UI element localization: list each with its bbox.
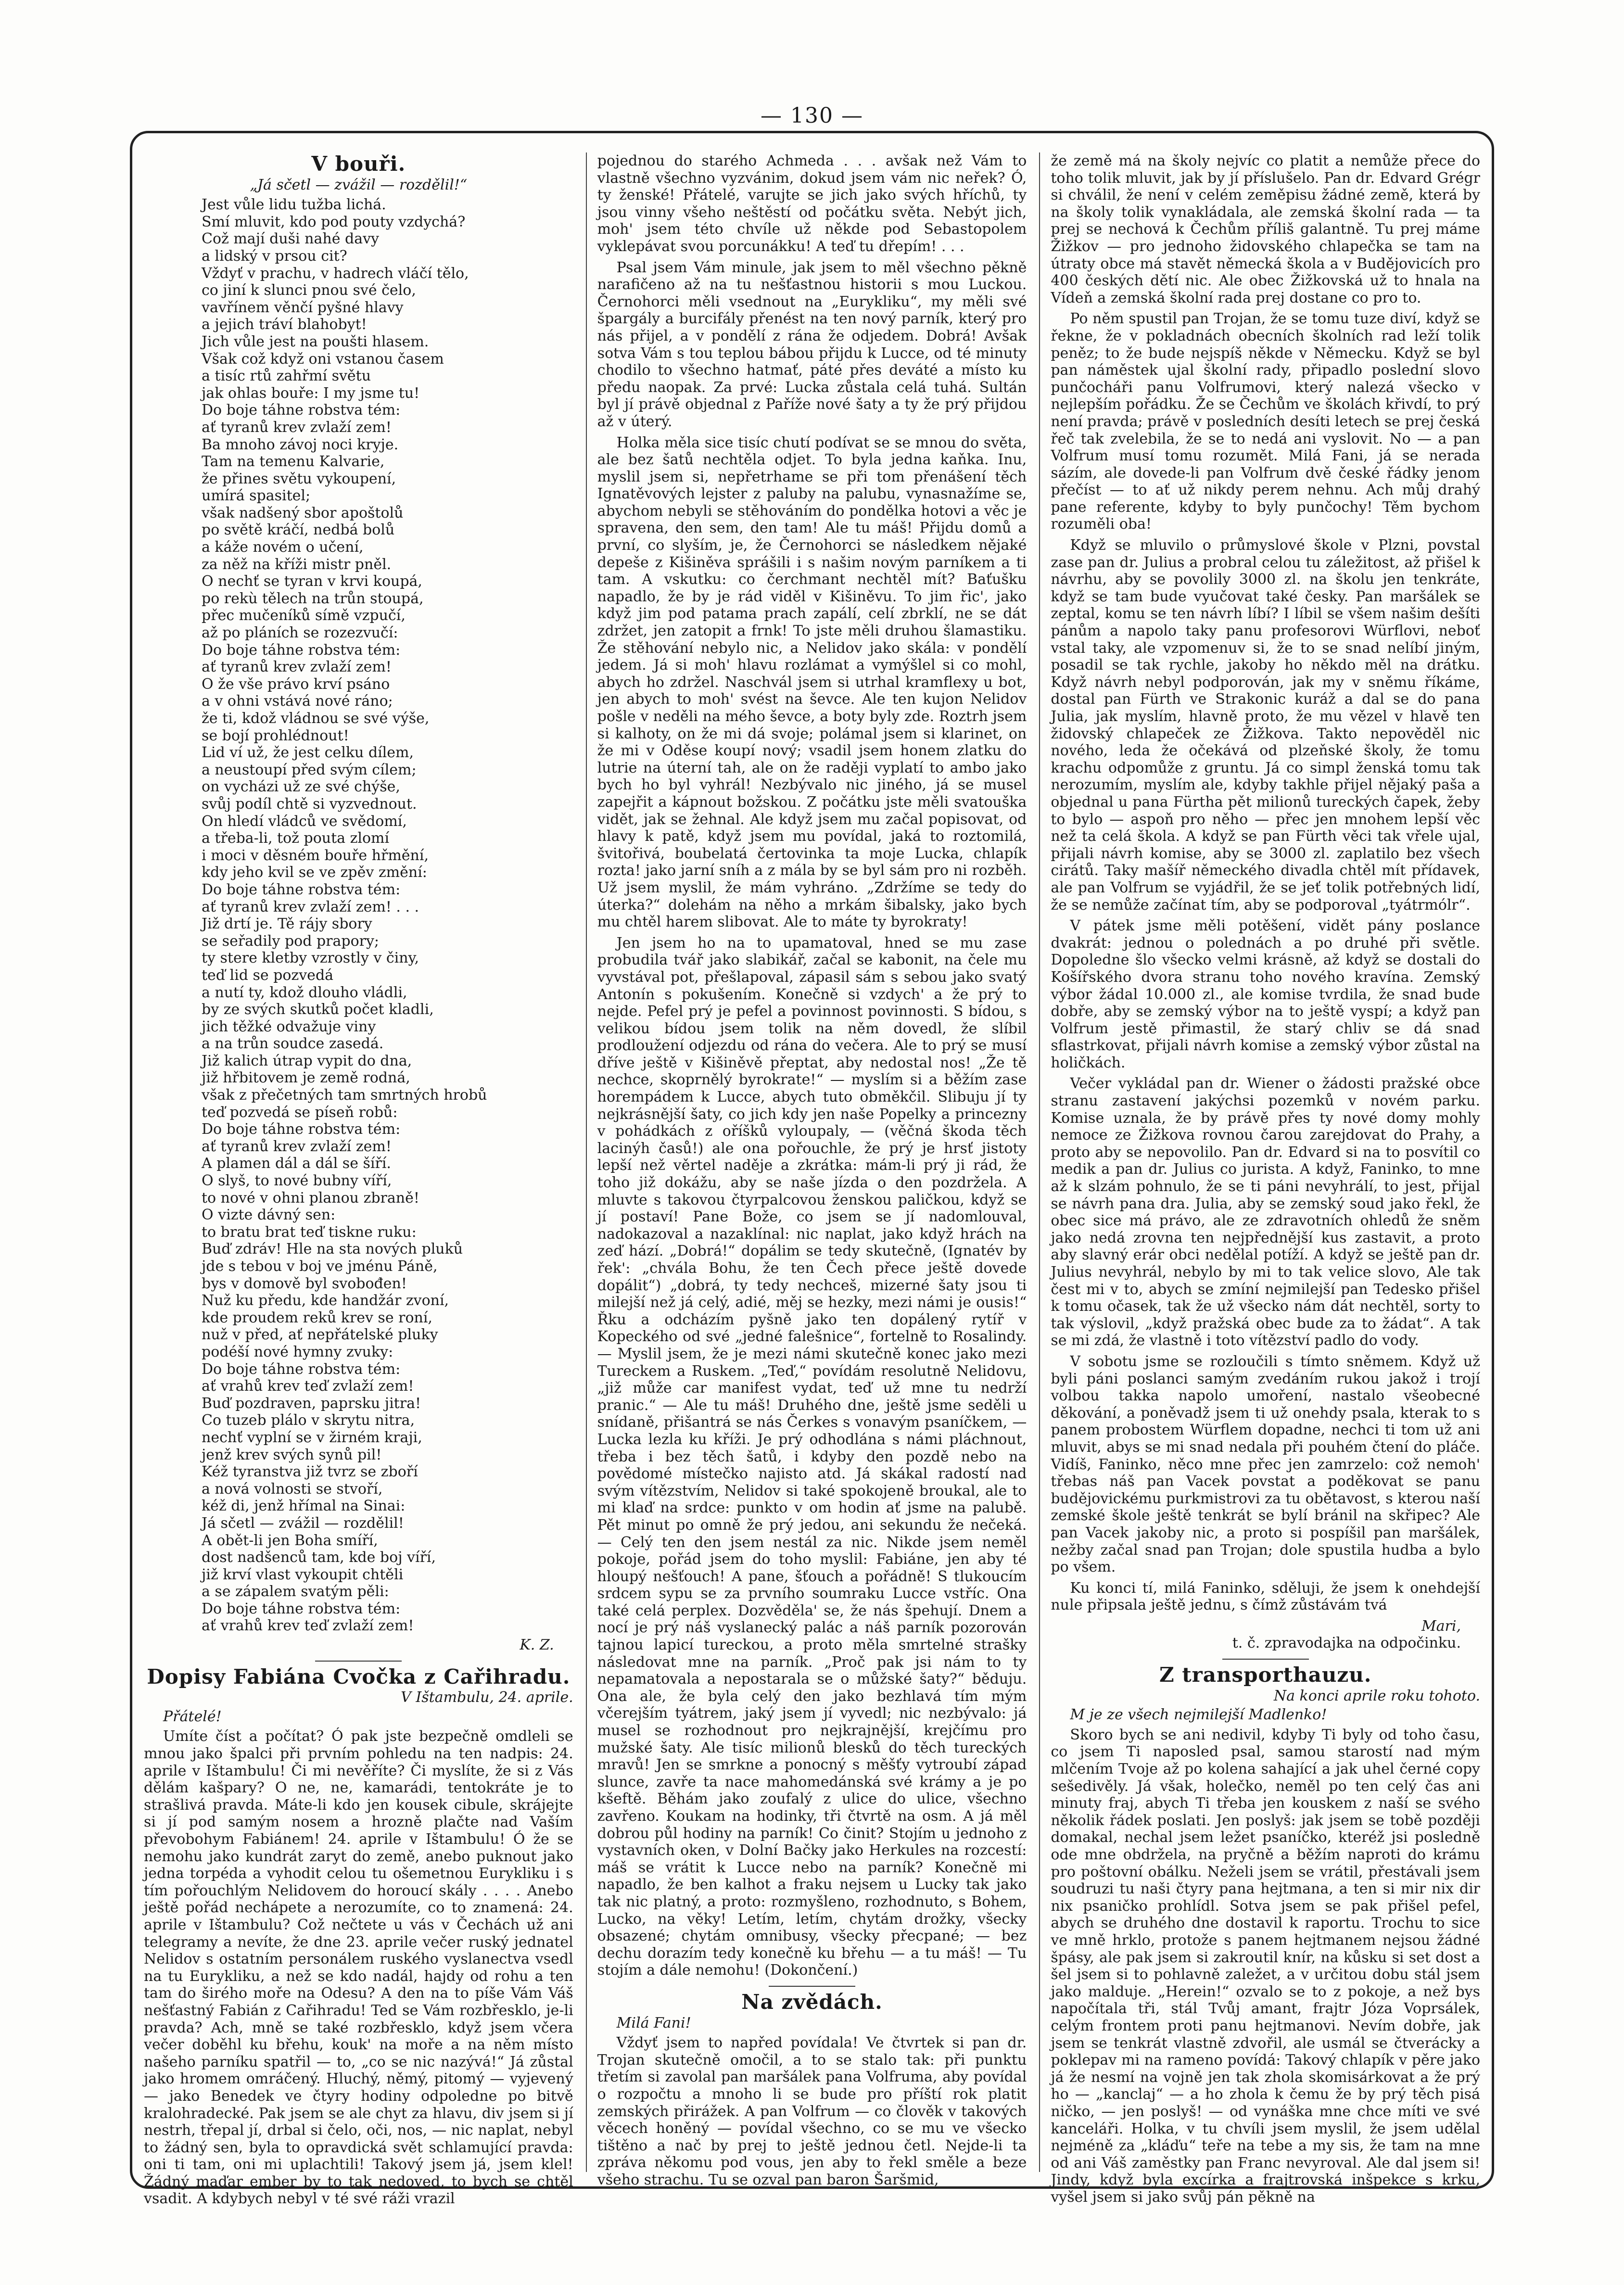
signature-title: t. č. zpravodajka na odpočinku. [1232, 1635, 1461, 1652]
poem-text: Jest vůle lidu tužba lichá. Smí mluvit, kdo pod pouty vzdychá? Což mají duši nahé davy a lidský v prsou cit? Vždyť v prachu, v hadrech vláčí tělo, co jiní k slunci pnou své čelo, vavřínem věnčí pyšné hlavy a jejich tráví blahobyt! Jich vůle jest na poušti hlasem. Však což když oni vstanou časem a tisíc rtů zahřmí světu jak ohlas bouře: I my jsme tu! Do boje táhne robstva tém: ať tyranů krev zvlaží zem! Ba mnoho závoj noci kryje. Tam na temenu Kalvarie, že přines světu vykoupení, umírá spasitel; však nadšený sbor apoštolů po světě kráčí, nedbá bolů a káže novém o učení, za něž na kříži mistr pněl. O nechť se tyran v krvi koupá, po rekù tělech na trůn stoupá, přec mučeníků símě vzpučí, až po pláních se rozezvučí: Do boje táhne robstva tém: ať tyranů krev zvlaží zem! O že vše právo krví psáno a v ohni vstává nové ráno; že ti, kdož vládnou se své výše, se bojí prohlédnout! Lid ví už, že jest celku dílem, a neustoupí před svým cílem; on vycházi už ze své chýše, svůj podíl chtě si vyzvednout. On hledí vládců ve svědomí, a třeba-li, tož pouta zlomí i moci v děsném bouře hřmění, kdy jeho kvil se ve zpěv změní: Do boje táhne robstva tém: ať tyranů krev zvlaží zem! . . . Již drtí je. Tě rájy sbory se seřadily pod prapory; ty stere kletby vzrostly v činy, teď lid se pozvedá a nutí ty, kdož dlouho vládli, by ze svých skutků počet kladli, jich těžké odvažuje viny a na trůn soudce zasedá. Již kalich útrap vypit do dna, již hřbitovem je země rodná, však z přečetných tam smrtných hrobů teď pozvedá se píseň robů: Do boje táhne robstva tém: ať tyranů krev zvlaží zem! A plamen dál a dál se šíří. O slyš, to nové bubny víří, to nové v ohni planou zbraně! O vizte dávný sen: to bratu brat teď tiskne ruku: Buď zdráv! Hle na sta nových pluků jde s tebou v boj ve jménu Páně, bys v domově byl svobođen! Nuž ku předu, kde handžár zvoní, kde proudem reků krev se roní, nuž v před, ať nepřátelské pluky podéší nové hymny zvuky: Do boje táhne robstva tém: ať vrahů krev teď zvlaží zem! Buď pozdraven, paprsku jitra! Co tuzeb plálo v skrytu nitra, nechť vyplní se v žirném kraji, jenž krev svých synů pil! Kéž tyranstva již tvrz se zboří a nová volnosti se stvoří, kéž di, jenž hřímal na Sinai: Já sčetl — zvážil — rozdělil! A obět-li jen Boha smíří, dost nadšenců tam, kde boj víří, již krví vlast vykoupit chtěli a se zápalem svatým pěli: Do boje táhne robstva tém: ať vrahů krev teď zvlaží zem! [202, 196, 487, 1635]
zvedach-signature [1051, 1618, 1480, 1652]
poem-signature: K. Z. [520, 1637, 554, 1654]
zvedach-greeting: Milá Fani! [616, 2014, 691, 2031]
zvedach-title: Na zvědách. [741, 1990, 883, 2014]
divider [769, 1986, 855, 1987]
col3-paragraph: V sobotu jsme se rozloučili s tímto sněmem. Když už byli páni poslanci samým zvedáním rukou jakož i trojí volbou takka napolo umoření, nastalo všeobecné děkování, a poněvadž jsem ti už onehdy psala, kterak to s panem probostem Würflem dopadne, nechci ti tom už ani mluvit, abys se mi snad nedala při pouhém čtení do pláče. Vidíš, Faninko, něco mne přec jen zamrzelo: což nemoh' třebas náš pan Vacek povstat a poděkovat se panu budějovickému purkmistrovi za tu obětavost, s kterou naší zemské škole ještě tenkrát se bylí bránil na skřipec? Ale pan Vacek jakoby nic, a proto si pospíšil pan maršálek, nežby začal snad pan Trojan; dole spustila hudba a bylo po všem. [1051, 1353, 1481, 1576]
col3-paragraph: Večer vykládal pan dr. Wiener o žádosti pražské obce stranu zastavení jakýchsi pozemků v novém parku. Komise uznala, že by právě přes ty nové domy mohly nemoce ze Žižkova rovnou čarou zarejdovat do Prahy, a proto aby se nepovolilo. Pan dr. Edvard si na to posvítil co medik a pan dr. Julius co jurista. A když, Faninko, to mne až k slzám pohnulo, že se ti páni nevyhrálí, to jest, přijal se návrh pana dra. Julia, aby se zemský soud jako řekl, že obec sice má právo, ale ze zdravotních ohledů že sněm jako nedá zrovna ten nejpřednější kus zastavit, a proto aby slavný erár obci nedělal potíží. A když se ještě pan dr. Julius nevyhrál, nebylo by mi to tak velice slovo, Ale tak čest mi v to, abych se zmíní nejmilejší pan Tedesko přišel k tomu očasek, tak že už všecko nám dát nechtěl, sorty to tak výslovil, „když pražská obec bude za to žádat“. A tak se mi zdá, že vlastně i toto vítězství padlo do vody. [1051, 1075, 1481, 1349]
col2-paragraph: Jen jsem ho na to upamatoval, hned se mu zase probudila tvář jako slabikář, začal se kabonit, na čele mu vyvstával pot, přešlapoval, zápasil sám s sebou jako svatý Antonín s pokušením. Konečně si vzdych' a že prý to nejde. Pefel prý je pefel a povinnost povinnosti. S bídou, s velikou bídou jsem tolik na něm dovedl, že slíbil prodloužení odjezdu od rána do večera. Ale to prý se musí dříve ještě v Kišiněvě přeptat, aby nedostal nos! „Že tě nechce, skoprnělý byrokrate!“ — myslím si a běžím zase horempádem k Lucce, abych tuto obměkčil. Slibuju jí ty nejkrásnější šaty, co jich kdy jen naše Popelky a princezny v pohádkách z oříšků vyloupaly, — (věčná škoda těch lacinýh časů!) ale ona pořouchle, že prý je hrsť jistoty lepší než věrtel naděje a zkrátka: mám-li prý ji rád, že toho již dokážu, aby se naše jízda o den pozdržela. A mluvte s takovou čtyrpalcovou ženskou paličkou, když se jí postaví! Pane Bože, co jsem se jí nadomlouval, nadokazoval a nazaklínal: nic naplat, jako když hrách na zeď hází. „Dobrá!“ dopálim se tedy skutečně, (Ignatév by řek': „chvála Bohu, že ten Čech přece ještě dovede dopálit“) „dobrá, ty tedy nechceš, mizerné šaty jsou ti milejší než já celý, adié, měj se hezky, mezi námi je ousis!“ Řku a odcházím pyšně jako ten dopálený rytíř v Kopeckého od své „jedné falešnice“, fortelně to Rosalindy. — Myslil jsem, že je mezi námi skutečně konec jako mezi Tureckem a Ruskem. „Teď,“ povídám resolutně Nelidovu, „již může car manifest vydat, teď už mne tu nedrží pranic.“ — Ale tu máš! Druhého dne, ještě jsme seděli u snídaně, přišantrá se nás Čerkes s vonavým psaníčkem, — Lucka lezla ku kříži. Je prý odhodlána s námi pláchnout, třeba i bez těch šatů, i kdyby den pozdě nebo na povědomé místečko najisto atd. Já skákal radostí nad svým vítězstvím, Nelidov si také spokojeně broukal, ale to mi klaď na srdce: punkto v om hodin ať jsme na palubě. Pět minut po omně že prý jedou, ani sekundu že nečeká. — Celý ten den jsem nestál za nic. Nikde jsem neměl pokoje, pořád jsem do toho myslil: Fabiáne, jen aby té hloupý nešťouch! A pane, šťouch a pořádně! S tlukoucím srdcem sypu se za prvního soumraku Lucce vstříc. Ona také celá perplex. Dozvěděla' se, že nás špehují. Dnem a nocí je prý náš vyslanecký palác a náš parník pozorován tajnou lapicí tureckou, a proto měla smrtelné strašky následovat mne na parník. „Proč pak jsi nám to ty nepamatovala a nepostarala se o můžské šaty?“ běduju. Ona ale, že byla celý den jako bezhlavá tím mým včerejším tyátrem, jaký jsem jí vyvedl; nic nezbývalo: já musel se rozhodnout pro nejkrajnější, krejčímu pro mužské šaty. Ale tisíc milionů blesků do těch tureckých mravů! Jen se smrkne a ponocný s měšťy vytroubí západ slunce, zavře ta nace mahomedánská své krámy a je po kšeftě. Běhám jako zoufalý z ulice do ulice, všechno zavřeno. Koukam na hodinky, tři čtvrtě na osm. A já měl dobrou půl hodiny na parník! Co činit? Stojím u jednoho z vystavních oken, v Dolní Bačky jako Herkules na rozcestí: máš se vrátit k Lucce nebo na parník? Konečně mi napadlo, že ben kalhot a fraku nejsem u Lucky tak jako tak nic platný, a proto: rozmyšleno, rozhodnuto, s Bohem, Lucko, na věky! Letím, letím, chytám drožky, všecky obsazené; chytám omnibusy, všecky přecpané; — bez dechu dorazím tedy konečně ku břehu — a tu máš! — Tu stojím a dále nemohu! (Dokončení.) [597, 934, 1027, 1979]
col3-paragraph: V pátek jsme měli potěšení, vidět pány poslance dvakrát: jednou o polednách a po druhé při světle. Dopoledne šlo všecko velmi krásně, až když se dostali do Košířského dvora stranu toho nového kravína. Zemský výbor žádal 10.000 zl., ale komise tvrdila, že snad bude dobře, aby se zemský výbor na to ještě vyspí; a když pan Volfrum jestě přimastil, že starý chliv se dá snad sflastrkovat, přijali návrh komise a zemský výbor zůstal na holičkách. [1051, 917, 1481, 1071]
divider [315, 1661, 402, 1662]
letters-title: Dopisy Fabiána Cvočka z Cařihradu. [147, 1664, 571, 1688]
transporthauz-paragraph: Skoro bych se ani nedivil, kdyby Ti byly od toho času, co jsem Ti naposled psal, samou starostí nad mým mlčením Tvoje až po kolena sahající a jak uhel černé copy sešedivěly. Já však, holečko, neměl po ten celý čas ani minuty fraj, abych Ti třeba jen kouskem z naší se svého několik řádek poslati. Jen poslyš: jak jsem se tobě později domakal, nechal jsem ležet psaníčko, kteréž jsi posledně ode mne obdržela, na pryčně a běžím naproti do krámu pro poštovní obálku. Neželi jsem se vrátil, přestávali jsem soudruzi tu naši čtyry pana hejtmana, a ten si mir nix dir nix psaničko prohlídl. Sotva jsem se pak přišel pefel, abych se druhého dne dostavil k raportu. Trochu to sice ve mně hrklo, protože s panem hejtmanem nejsou žádné špásy, ale pak jsem si zakroutil knír, na kůsku si set dost a šel jsem si to pohlavně zaležet, a v určitou dobu stál jsem jako malduje. „Herein!“ ozvalo se to z pokoje, a než bys napočítala tři, stál Tvůj amant, frajtr Józa Voprsálek, celým frontem proti panu hejtmanovi. Nevím dobře, jak jsem se tenkrát vlastně zdvořil, ale usmál se čtverácky a poklepav mi na rameno povídá: Takový chlapík v pěre jako já že nesmí na vojně jen tak zhola skomisárkovat a že prý ho — „kanclaj“ — a ho zhola k čemu že by prý těch pisá ničko, — jen poslyš! — od vynáška mne chce míti ve své kanceláři. Holka, v tu chvíli jsem myslil, že jsem udělal nejméně za „kláďu“ teře na tebe a my sis, že tam na mne od ani Váš zaměstky pan Franc nevyroval. Ale dal jsem si! Jindy, když byla excírka a frajtrovská inšpekce s krku, vyšel jsem si jako svůj pán pěkně na [1051, 1726, 1481, 2206]
transporthauz-dateline: Na konci aprile roku tohoto. [1273, 1687, 1481, 1704]
divider [1222, 1659, 1309, 1660]
zvedach-paragraph: Vždyť jsem to napřed povídala! Ve čtvrtek si pan dr. Trojan skutečně omočil, a to se stalo tak: při punktu třetím si zavolal pan maršálek pana Volfruma, aby povídal o rozpočtu a mnoho li se bude pro příští rok platit zemských přirážek. A pan Volfrum — co člověk v takových věcech honěný — povídal všechno, co se mu ve všecko tištěno a nač by prej to ještě jednou četl. Nejde-li ta zpráva někomu pod vous, jen aby to řekl směle a beze všeho strachu. Tu se ozval pan baron Šaršmid, [597, 2034, 1027, 2188]
col3-paragraph: Když se mluvilo o průmyslové škole v Plzni, povstal zase pan dr. Julius a probral celou tu záležitost, až přišel k návrhu, aby se povolily 3000 zl. na školu jen tenkráte, když se tam bude vyučovat také česky. Pan maršálek se zeptal, komu se ten návrh líbí? I líbil se všem našim dešíti pánům a napolo taky panu profesorovi Würflovi, neboť vstal taky, ale vzpomenuv si, že to se snad nelíbí jiným, posadil se tak rychle, jakoby ho někdo měl na drátku. Když návrh nebyl podporován, jak my v sněmu říkáme, dostal pan Fürth ve Strakonic kuráž a dal se do pana Julia, jak myslím, hlavně proto, že mu vězel v hlavě ten židovský chlapeček ze Žižkova. Takto nepověděl nic nového, leda že očekává od plzeňské školy, že tomu krachu odpomůže z gruntu. Já co simpl ženská tomu tak nerozumím, myslím ale, kdyby takhle přijel nějaký paša a objednal u pana Fürtha pět milionů tureckých čapek, žeby to bylo — aspoň pro něho — přec jen mnohem lepší věc než ta celá škola. A když se pan Fürth věci tak vřele ujal, přijali návrh komise, aby se 3000 zl. zaplatilo bez všech cirátů. Taky mašíř německého divadla chtěl mít přídavek, ale pan Volfrum se vyjádřil, že se jeť tolik potřebných lidí, že se nemůže začínat tím, aby se podporoval „tyátrmólr“. [1051, 537, 1481, 914]
col2-paragraph: Psal jsem Vám minule, jak jsem to měl všechno pěkně narafičeno až na tu nešťastnou historii s mou Luckou. Černohorci měli vsednout na „Eurykliku“, my měli své špargály a burcifály přenést na ten nový parník, který pro nás přijel, a v pondělí z rána že odjedem. Dobrá! Avšak sotva Vám s tou teplou bábou přijdu k Lucce, od té minuty chodilo to všechno hatmať, páté přes deváté a místo ku předu naopak. Za prvé: Lucka zůstala celá tuhá. Sultán byl jí právě objednal z Paříže nové šaty a ty že prý přijdou až v úterý. [597, 259, 1027, 430]
col3-paragraph: Po něm spustil pan Trojan, že se tomu tuze diví, když se řekne, že v pokladnách obecních školních rad leží tolik peněz; to že bude nejspíš někde v Německu. Když se byl pan náměstek ujal školní rady, připadlo poslední slovo punčocháři panu Volfrumovi, který nalezá všecko v nejlepším pořádku. Že se Čechům ve školách křivdí, to prý není pravda; právě v posledních desíti letech se prej česká řeč tak zvelebila, že se to nedá ani vyslovit. No — a pan Volfrum musí tomu rozumět. Milá Fani, já se nerada sázím, ale dovede-li pan Volfrum dvě české řádky jenom přečíst — to ať už nikdy perem nehnu. Ach můj drahý pane referente, kdyby to byly punčochy! Těm bychom rozuměli oba! [1051, 310, 1481, 533]
column-1 [144, 152, 573, 2208]
signature-name: Mari, [1421, 1617, 1461, 1635]
letters-dateline: V Ištambulu, 24. aprile. [401, 1689, 573, 1706]
col2-paragraph: pojednou do starého Achmeda . . . avšak než Vám to vlastně všechno vyzvánim, dokud jsem vám nic neřek? Ó, ty ženské! Přátelé, varujte se jich jako svých hříchů, ty jsou vinny všeho neštěstí od počátku světa. Nebýt jich, moh' jsem této chvíle už někde pod Sebastopolem vyklepávat svou porcunákku! A teď tu dřepím! . . . [597, 152, 1027, 255]
column-3 [1039, 152, 1481, 2206]
poem-epigraph: „Já sčetl — zvážil — rozdělil!“ [250, 176, 468, 193]
transporthauz-title: Z transporthauzu. [1159, 1663, 1372, 1687]
page-number: — 130 — [761, 103, 863, 128]
col3-paragraph: že země má na školy nejvíc co platit a nemůže přece do toho tolik mluvit, jak by jí příslušelo. Pan dr. Edvard Grégr si chválil, že není v celém zeměpisu žádné země, která by na školy tolik vynakládala, ale zemská školní rada — ta prej se nechová k Čechům příliš galantně. Tu prej máme Žižkov — pro jednoho židovského chlapečka se tam na útraty obce má stavět německá škola a v Budějovicích pro 400 českých dětí nic. Ale obec Žižkovská už to hnala na Vídeň a zemská školní rada prej dostane co pro to. [1051, 152, 1481, 306]
col2-paragraph: Holka měla sice tisíc chutí podívat se se mnou do světa, ale bez šatů nechtěla odjet. To byla jedna kaňka. Inu, myslil jsem si, nepřetrhame se při tom přenášení těch Ignatěvových lejster z paluby na palubu, vynasnažíme se, abychom nebyli se stěhováním do pondělka hotovi a věc je spravena, den sem, den tam! Ale tu máš! Přijdu domů a první, co slyším, je, že Černohorci se následkem nějaké depeše z Kišiněva sprášili i s našim novým parníkem a ti tam. A vskutku: co čerchmant nechtěl mít? Baťušku napadlo, že by je rád viděl v Kišiněvu. To jim řic', jako když jim pod patama prach zapálí, celí zbrklí, ne se dát zdržet, jen zatopit a frnk! To jste měli druhou šlamastiku. Že stěhování nebylo nic, a Nelidov jako skála: v pondělí jedem. Já si moh' hlavu rozlámat a vymýšlel si co mohl, abych ho zdržel. Naschvál jsem si utrhal kramflexy u bot, jen abych to moh' svést na ševce. Ale ten kujon Nelidov pošle v neděli na mého ševce, a boty byly zde. Roztrh jsem si kalhoty, on že mi dá svoje; polámal jsem si klarinet, on že mi v Oděse koupí nový; vsadil jsem honem zlatku do lutrie na úterní tah, ale on že raději vyplatí to ambo jako bych ho byl vyhrál! Nezbývalo nic jiného, já se musel zapejřit a kápnout božskou. Z počátku jste měli svatouška vidět, jak se žehnal. Ale když jsem mu začal popisovat, od hlavy k patě, když jsem mu povídal, jaká to roztomilá, švitořivá, boubelatá čertovinka ta moje Lucka, chlapík rozta! jako jarní sníh a z mála by se byl sám pro ni rozběh. Už jsem myslil, že mám vyhráno. „Zdržíme se tedy do úterka?“ dolehám na něho a mrkám šibalsky, jako bych mu chtěl harem slibovat. Ale to máte ty byrokraty! [597, 434, 1027, 931]
column-2 [586, 152, 1027, 2188]
transporthauz-greeting: M je ze všech nejmilejší Madlenko! [1070, 1706, 1327, 1724]
col3-paragraph: Ku konci tí, milá Faninko, sděluji, že jsem k onehdejší nule připsala ještě jednu, s čímž zůstávám tvá [1051, 1579, 1481, 1614]
letters-greeting: Přátelé! [163, 1708, 222, 1725]
page-frame [130, 131, 1494, 2208]
letters-paragraph: Umíte číst a počítat? Ó pak jste bezpečně omdleli se mnou jako špalci při prvním pohledu na ten nadpis: 24. aprile v Ištambulu! Či mi nevěříte? Či myslíte, že si z Vás dělám kašpary? O ne, ne, kamarádi, tentokráte je to strašlivá pravda. Máte-li kdo jen kousek cibule, skrájejte si jí pod samým nosem a hrozně plačte nad Vaším převobohym Fabiánem! 24. aprile v Ištambulu! Ó že se nemohu jako kundrát zaryt do země, anebo puknout jako jedna torpéda a vyhodit celou tu ošemetnou Eurykliku i s tím pořouchlým Nelidovem do horoucí skály . . . . Anebo ještě pořád nechápete a nerozumíte, co to znamená: 24. aprile v Ištambulu? Což nečtete u vás v Čechách už ani telegramy a nevíte, že dne 23. aprile večer ruský jednatel Nelidov s ostatním personálem ruského vyslanectva vsedl na tu Eurykliku, a než se kdo nadál, hajdy od rohu a ten tam do širého moře na Odesu? A den na to píše Vám Váš nešťastný Fabián z Cařihradu! Ted se Vám rozbřesklo, je-li pravda? Ach, mně se také rozbřesklo, když jsem včera večer doběhl ku břehu, kouk' na moře a na něm místo našeho parníku spatřil — to, „co se nic nazývá!“ Já zůstal jako hromem omráčený. Hluchý, němý, pitomý — vyjevený — jako Benedek ve čtyry hodiny odpoledne po bitvě kralohradecké. Pak jsem se ale chyt za hlavu, div jsem si jí nestrh, třepal jí, drbal si čelo, oči, nos, — nic naplat, nebyl to žádný sen, byla to opravdická svět schlamující pravda: oni ti tam, oni mi uplachtili! Takový jsem já, jsem klel! Žádný maďar ember by to tak nedoved, to bych se chtěl vsadit. A kdybych nebyl v té své ráži vrazil [144, 1728, 573, 2208]
poem-title: V bouři. [311, 152, 406, 176]
